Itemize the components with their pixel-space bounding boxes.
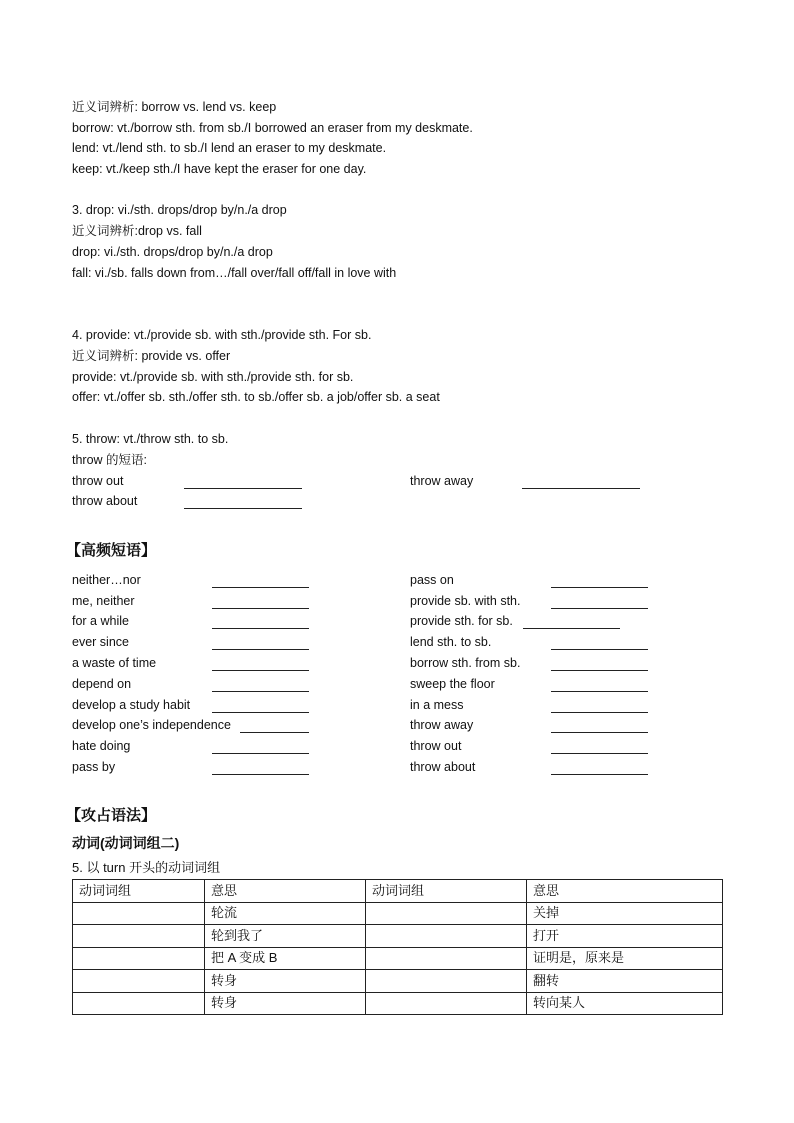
answer-blank[interactable] — [551, 690, 648, 692]
note-line: 3. drop: vi./sth. drops/drop by/n./a drop — [72, 203, 287, 217]
phrase-label: lend sth. to sb. — [410, 635, 492, 649]
answer-blank[interactable] — [212, 752, 309, 754]
table-header-cell: 动词词组 — [366, 880, 527, 903]
answer-blank[interactable] — [212, 711, 309, 713]
phrase-label: borrow sth. from sb. — [410, 656, 521, 670]
table-row — [73, 970, 723, 993]
phrase-label: throw away — [410, 474, 474, 488]
table-header-row — [73, 880, 723, 903]
note-line: 近义词辨析:drop vs. fall — [72, 224, 202, 238]
note-line: drop: vi./sth. drops/drop by/n./a drop — [72, 245, 273, 259]
table-row — [73, 992, 723, 1015]
answer-blank[interactable] — [551, 607, 648, 609]
answer-blank[interactable] — [184, 507, 302, 509]
grammar-intro: 5. 以 turn 开头的动词词组 — [72, 860, 221, 875]
answer-blank[interactable] — [240, 731, 309, 733]
note-line: 4. provide: vt./provide sb. with sth./provide sth. For sb. — [72, 328, 372, 342]
table-header-cell: 意思 — [205, 880, 366, 903]
answer-blank[interactable] — [212, 607, 309, 609]
table-header-cell: 动词词组 — [73, 880, 205, 903]
phrase-label: develop a study habit — [72, 698, 191, 712]
meaning-cell: 轮流 — [205, 902, 366, 925]
meaning-cell: 转向某人 — [527, 992, 723, 1015]
phrase-label: in a mess — [410, 698, 464, 712]
note-line: keep: vt./keep sth./I have kept the eraser for one day. — [72, 162, 367, 176]
section-title-high-frequency: 【高频短语】 — [66, 542, 157, 559]
answer-cell[interactable] — [366, 925, 527, 948]
phrase-label: me, neither — [72, 594, 135, 608]
answer-blank[interactable] — [551, 669, 648, 671]
meaning-cell: 转身 — [205, 970, 366, 993]
answer-blank[interactable] — [184, 487, 302, 489]
phrase-label: pass on — [410, 573, 454, 587]
phrase-label: develop one’s independence — [72, 718, 231, 732]
note-line: 5. throw: vt./throw sth. to sb. — [72, 432, 229, 446]
answer-cell[interactable] — [73, 947, 205, 970]
meaning-cell: 翻转 — [527, 970, 723, 993]
meaning-cell: 轮到我了 — [205, 925, 366, 948]
answer-blank[interactable] — [551, 586, 648, 588]
phrase-label: throw away — [410, 718, 474, 732]
answer-blank[interactable] — [212, 627, 309, 629]
phrase-label: sweep the floor — [410, 677, 495, 691]
meaning-cell: 转身 — [205, 992, 366, 1015]
note-line: offer: vt./offer sb. sth./offer sth. to sb./offer sb. a job/offer sb. a seat — [72, 390, 440, 404]
answer-blank[interactable] — [212, 669, 309, 671]
note-line: 近义词辨析: provide vs. offer — [72, 349, 231, 363]
table-row — [73, 947, 723, 970]
note-line: borrow: vt./borrow sth. from sb./I borrowed an eraser from my deskmate. — [72, 121, 473, 135]
answer-blank[interactable] — [212, 648, 309, 650]
grammar-subtitle: 动词(动词词组二) — [72, 835, 180, 851]
answer-cell[interactable] — [73, 902, 205, 925]
section-title-grammar: 【攻占语法】 — [66, 807, 157, 824]
meaning-cell: 把 A 变成 B — [205, 947, 366, 970]
answer-blank[interactable] — [523, 627, 620, 629]
phrase-label: hate doing — [72, 739, 131, 753]
answer-cell[interactable] — [366, 970, 527, 993]
phrase-label: a waste of time — [72, 656, 157, 670]
table-header-cell: 意思 — [527, 880, 723, 903]
turn-phrases-table — [72, 879, 723, 1015]
phrase-label: provide sth. for sb. — [410, 614, 513, 628]
phrase-label: ever since — [72, 635, 129, 649]
answer-blank[interactable] — [212, 773, 309, 775]
answer-blank[interactable] — [212, 586, 309, 588]
phrase-label: neither…nor — [72, 573, 141, 587]
table-row — [73, 925, 723, 948]
answer-cell[interactable] — [366, 902, 527, 925]
note-line: throw 的短语: — [72, 453, 148, 467]
table-row — [73, 902, 723, 925]
meaning-cell: 关掉 — [527, 902, 723, 925]
answer-blank[interactable] — [551, 711, 648, 713]
meaning-cell: 证明是，原来是 — [527, 947, 723, 970]
phrase-label: throw out — [410, 739, 462, 753]
phrase-label: for a while — [72, 614, 129, 628]
answer-cell[interactable] — [73, 970, 205, 993]
phrase-label: provide sb. with sth. — [410, 594, 521, 608]
answer-cell[interactable] — [73, 925, 205, 948]
answer-blank[interactable] — [522, 487, 640, 489]
note-line: fall: vi./sb. falls down from…/fall over/fall off/fall in love with — [72, 266, 397, 280]
answer-blank[interactable] — [551, 773, 648, 775]
answer-blank[interactable] — [551, 648, 648, 650]
note-line: 近义词辨析: borrow vs. lend vs. keep — [72, 100, 277, 114]
phrase-label: depend on — [72, 677, 132, 691]
phrase-label: throw about — [72, 494, 138, 508]
note-line: lend: vt./lend sth. to sb./I lend an eraser to my deskmate. — [72, 141, 387, 155]
answer-blank[interactable] — [551, 752, 648, 754]
phrase-label: pass by — [72, 760, 116, 774]
answer-cell[interactable] — [73, 992, 205, 1015]
meaning-cell: 打开 — [527, 925, 723, 948]
answer-blank[interactable] — [551, 731, 648, 733]
answer-blank[interactable] — [212, 690, 309, 692]
phrase-label: throw out — [72, 474, 124, 488]
answer-cell[interactable] — [366, 947, 527, 970]
phrase-label: throw about — [410, 760, 476, 774]
note-line: provide: vt./provide sb. with sth./provide sth. for sb. — [72, 370, 354, 384]
answer-cell[interactable] — [366, 992, 527, 1015]
